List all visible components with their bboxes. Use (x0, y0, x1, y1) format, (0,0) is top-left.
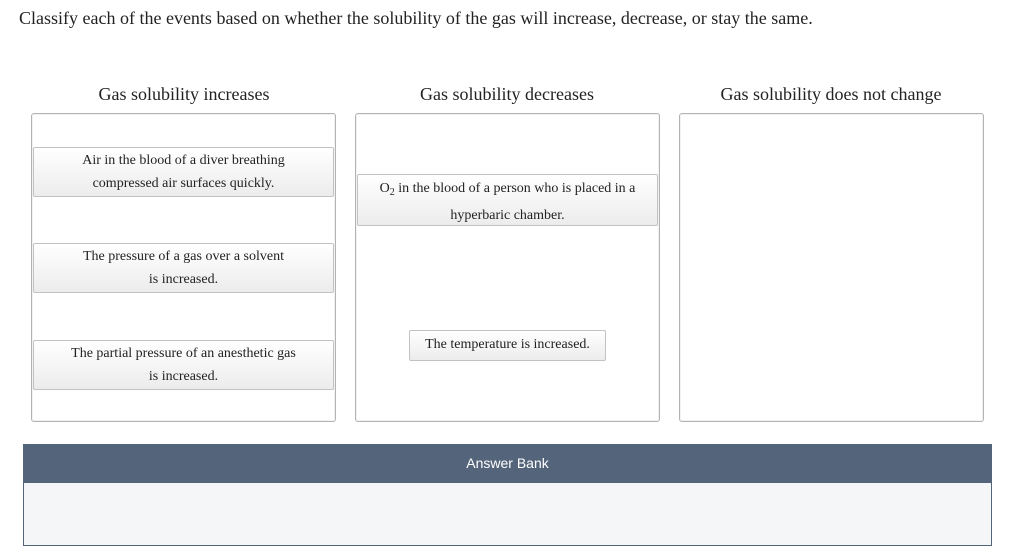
o2-subscript: 2 (389, 187, 395, 198)
draggable-card-pressure[interactable] (33, 243, 334, 293)
card-text-line: The pressure of a gas over a solvent (83, 249, 284, 264)
o2-symbol: O (379, 181, 390, 196)
drop-zone-decreases[interactable] (355, 113, 660, 422)
column-heading-no-change: Gas solubility does not change (720, 84, 942, 104)
draggable-card-diver[interactable] (33, 147, 334, 197)
card-text-line: is increased. (148, 272, 219, 287)
draggable-card-oxygen-hyperbaric[interactable] (357, 174, 658, 226)
column-heading-increases: Gas solubility increases (98, 84, 270, 104)
answer-bank-drop-zone[interactable] (23, 483, 992, 546)
card-text-line (358, 177, 657, 204)
draggable-card-anesthetic[interactable] (33, 340, 334, 390)
card-text-line: The partial pressure of an anesthetic gas (71, 346, 296, 361)
question-prompt: Classify each of the events based on whether the solubility of the gas will increase, decrease, or stay the same. (19, 8, 813, 28)
answer-bank-header: Answer Bank (23, 444, 992, 483)
draggable-card-temperature[interactable]: The temperature is increased. (409, 330, 606, 361)
card-text-line: Air in the blood of a diver breathing (82, 153, 285, 168)
card-text-line: hyperbaric chamber. (450, 208, 565, 223)
column-heading-decreases: Gas solubility decreases (420, 84, 594, 104)
card-text-line: compressed air surfaces quickly. (92, 176, 275, 191)
card-text-line: is increased. (148, 369, 219, 384)
o2-text: in the blood of a person who is placed in a (394, 181, 636, 196)
drop-zone-no-change[interactable] (679, 113, 984, 422)
